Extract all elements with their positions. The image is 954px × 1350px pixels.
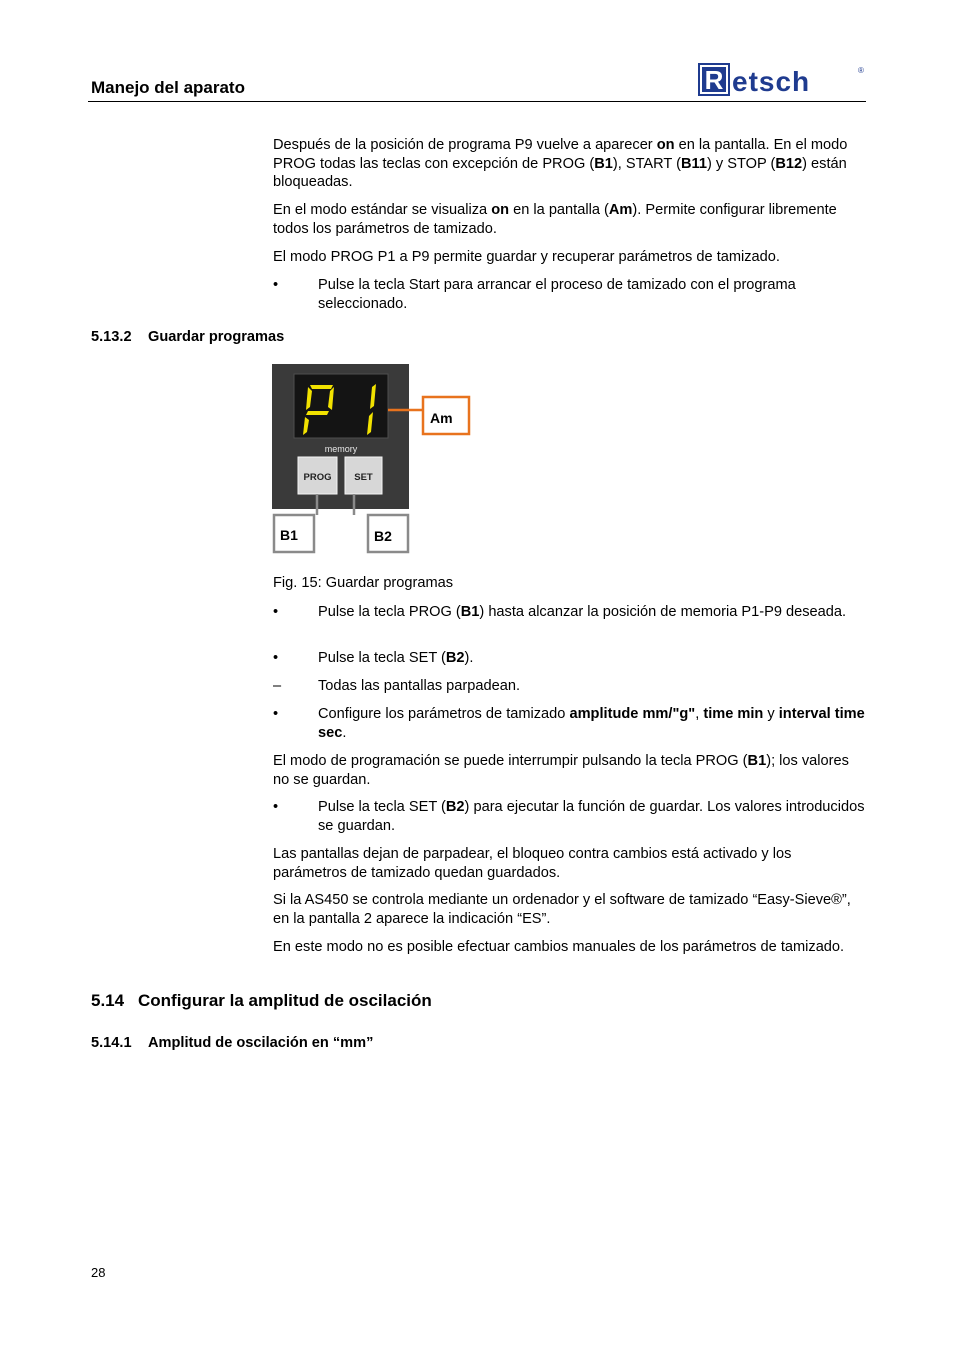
result-text: Todas las pantallas parpadean. xyxy=(318,678,521,694)
section-heading-5-14-1 xyxy=(91,1035,373,1051)
header-rule xyxy=(88,101,866,102)
bullet-text: Pulse la tecla SET (B2) para ejecutar la función de guardar. Los valores introducidos se guardan. xyxy=(318,799,865,834)
paragraph-interrupt: El modo de programación se puede interrumpir pulsando la tecla PROG (B1); los valores no se guardan. xyxy=(273,753,849,788)
memory-label: memory xyxy=(324,444,358,454)
bullet-mark: • xyxy=(273,650,279,666)
bullet-text: Pulse la tecla Start para arrancar el proceso de tamizado con el programa seleccionado. xyxy=(318,277,796,312)
bullet-mark: • xyxy=(273,277,279,293)
bullet-mark: • xyxy=(273,604,279,620)
paragraph-no-manual-changes: En este modo no es posible efectuar cambios manuales de los parámetros de tamizado. xyxy=(273,939,845,955)
set-button[interactable] xyxy=(345,457,382,494)
prog-button-label: PROG xyxy=(303,472,332,483)
paragraph-prog-range: El modo PROG P1 a P9 permite guardar y recuperar parámetros de tamizado. xyxy=(273,249,780,265)
section-title: Amplitud de oscilación en “mm” xyxy=(148,1035,374,1051)
paragraph-standard-mode: En el modo estándar se visualiza on en la pantalla (Am). Permite configurar libremente todos los parámetros de tamizado. xyxy=(273,202,837,237)
dash-mark: – xyxy=(273,678,282,694)
paragraph-easysieve: Si la AS450 se controla mediante un ordenador y el software de tamizado “Easy-Sieve®”, en la pantalla 2 aparece la indicación “ES”. xyxy=(273,892,851,927)
paragraph-prog-mode: Después de la posición de programa P9 vuelve a aparecer on en la pantalla. En el modo PROG todas las teclas con excepción de PROG (B1), START (B11) y STOP (B12) están bloqueadas. xyxy=(273,137,848,190)
callout-b2-label: B2 xyxy=(374,528,392,544)
bullet-text: Pulse la tecla PROG (B1) hasta alcanzar la posición de memoria P1-P9 deseada. xyxy=(318,604,847,620)
section-number: 5.13.2 xyxy=(91,329,132,345)
section-heading-5-14 xyxy=(91,991,432,1011)
prog-button[interactable] xyxy=(298,457,337,494)
callout-am-label: Am xyxy=(430,410,453,426)
bullet-text: Pulse la tecla SET (B2). xyxy=(318,650,474,666)
logo-text: etsch xyxy=(732,66,811,97)
header-title: Manejo del aparato xyxy=(91,78,245,97)
registered-mark: ® xyxy=(858,66,864,75)
bullet-mark: • xyxy=(273,799,279,815)
section-title: Configurar la amplitud de oscilación xyxy=(138,991,432,1010)
logo-letter-r: R xyxy=(704,65,724,95)
bullet-text: Configure los parámetros de tamizado amplitude mm/"g", time min y interval time sec. xyxy=(318,706,865,741)
paragraph-stop-blinking: Las pantallas dejan de parpadear, el bloqueo contra cambios está activado y los parámetros de tamizado quedan guardados. xyxy=(273,846,792,881)
section-heading-5-13-2 xyxy=(91,329,284,345)
page-number: 28 xyxy=(91,1265,106,1280)
bullet-mark: • xyxy=(273,706,279,722)
figure-control-panel xyxy=(268,360,478,560)
section-number: 5.14.1 xyxy=(91,1035,132,1051)
retsch-logo xyxy=(697,61,865,99)
set-button-label: SET xyxy=(354,472,373,483)
figure-caption: Fig. 15: Guardar programas xyxy=(273,575,454,591)
section-number: 5.14 xyxy=(91,991,125,1010)
section-title: Guardar programas xyxy=(148,329,285,345)
callout-b1-label: B1 xyxy=(280,527,298,543)
